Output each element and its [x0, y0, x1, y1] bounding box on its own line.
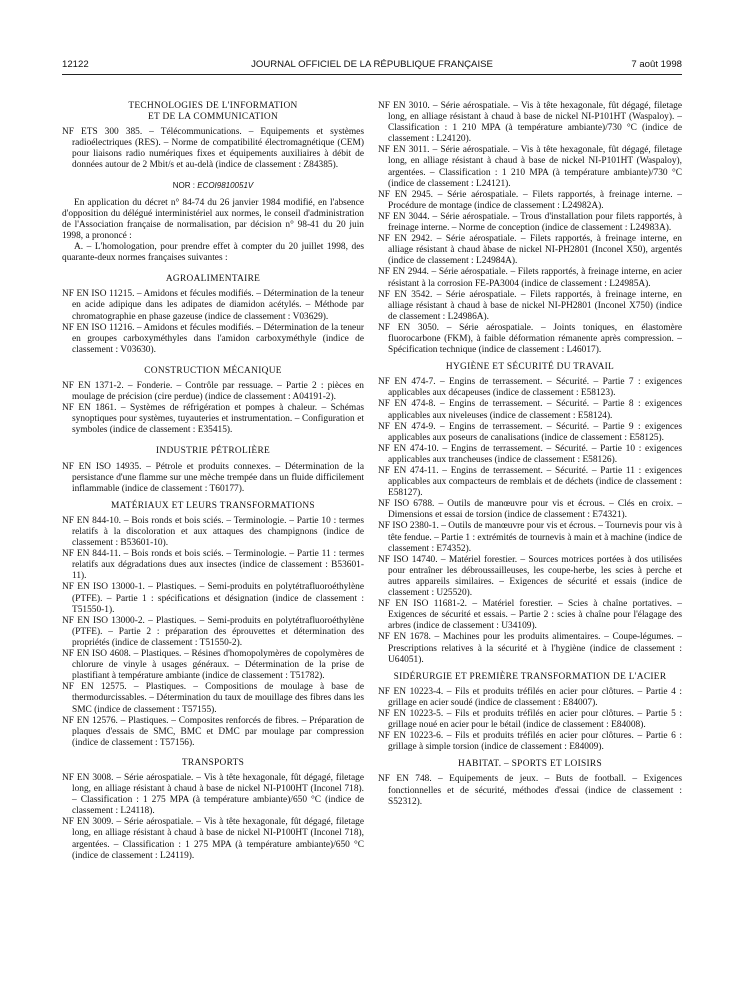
standard-entry: NF EN 2942. – Série aérospatiale. – Filets rapportés, à freinage interne, en alliage résistant à chaud àbase de nickel NI-PH2801 (Inconel X50), argentés (indice de classement : L24984A).	[378, 234, 682, 267]
section-heading-line: ET DE LA COMMUNICATION	[147, 112, 279, 123]
standard-entry: NF EN 1678. – Machines pour les produits alimentaires. – Coupe-légumes. – Prescriptions relatives à la sécurité et à l'hygiène (indice de classement : U64051).	[378, 632, 682, 665]
intro-paragraph: En application du décret n° 84-74 du 26 janvier 1984 modifié, en l'absence d'opposition du délégué interministériel aux normes, le conseil d'administration de l'Association française de normalisation, par décision n° 98-41 du 20 juin 1998, a prononcé :	[62, 197, 364, 241]
nor-reference	[62, 180, 364, 191]
standard-entry: NF EN 474-8. – Engins de terrassement. – Sécurité. – Partie 8 : exigences applicables aux niveleuses (indice de classement : E58124).	[378, 399, 682, 421]
section-heading: MATÉRIAUX ET LEURS TRANSFORMATIONS	[111, 500, 315, 511]
standard-entry: NF EN 3011. – Série aérospatiale. – Vis à tête hexagonale, fût dégagé, filetage long, en alliage résistant à chaud à base de nickel NI-P101HT (Waspaloy), argentées. – Classification : 1 210 MPA (à température ambiante)/730 °C (indice de classement : L24121).	[378, 145, 682, 189]
standard-entry: NF EN 3009. – Série aérospatiale. – Vis à tête hexagonale, fût dégagé, filetage long, en alliage résistant à chaud à base de nickel NI-P100HT (Inconel 718), argentées. – Classification : 1 275 MPA (à température ambiante)/650 °C (indice de classement : L24119).	[62, 817, 364, 861]
standard-entry: NF EN 474-7. – Engins de terrassement. – Sécurité. – Partie 7 : exigences applicables aux décapeuses (indice de classement : E58123).	[378, 377, 682, 399]
nor-label: NOR :	[172, 180, 195, 190]
journal-title: JOURNAL OFFICIEL DE LA RÉPUBLIQUE FRANÇAISE	[251, 59, 493, 70]
publication-date: 7 août 1998	[631, 59, 682, 70]
page-number: 12122	[62, 59, 89, 70]
standard-entry: NF EN ISO 13000-2. – Plastiques. – Semi-produits en polytétrafluoroéthylène (PTFE). – Partie 2 : préparation des éprouvettes et détermination des propriétés (indice de classement : T51550-2).	[62, 615, 364, 648]
standard-entry: NF EN 474-9. – Engins de terrassement. – Sécurité. – Partie 9 : exigences applicables aux poseurs de canalisations (indice de classement : E58125).	[378, 421, 682, 443]
standard-entry: NF ISO 14740. – Matériel forestier. – Sources motrices portées à dos utilisées pour entraîner les débroussailleuses, les coupe-herbe, les scies à perche et autres appareils similaires. – Exigences de sécurité et essais (indice de classement : U25520).	[378, 554, 682, 599]
standard-entry: NF EN 844-11. – Bois ronds et bois sciés. – Terminologie. – Partie 11 : termes relatifs aux dégradations dues aux insectes (indice de classement : B53601-11).	[62, 549, 364, 582]
standard-entry: NF EN 3050. – Série aérospatiale. – Joints toniques, en élastomère fluorocarbone (FKM), à faible déformation rémanente après compression. – Spécification technique (indice de classement : L46017).	[378, 322, 682, 356]
standard-entry: NF EN 10223-5. – Fils et produits tréfilés en acier pour clôtures. – Partie 5 : grillage noué en acier pour le bétail (indice de classement : E84008).	[378, 708, 682, 731]
nor-code: ECOI9810051V	[197, 180, 254, 190]
standard-entry: NF EN ISO 11216. – Amidons et fécules modifiés. – Détermination de la teneur en groupes carboxyméthyles dans l'amidon carboxyméthyle (indice de classement : V03630).	[62, 322, 364, 355]
section-heading: TRANSPORTS	[181, 757, 245, 768]
standard-entry: NF ISO 6788. – Outils de manœuvre pour vis et écrous. – Clés en croix. – Dimensions et essai de torsion (indice de classement : E74321).	[378, 499, 682, 521]
standard-entry: NF ISO 2380-1. – Outils de manœuvre pour vis et écrous. – Tournevis pour vis à tête fendue. – Partie 1 : extrémités de tournevis à main et à machine (indice de classement : E74352).	[378, 521, 682, 554]
standard-entry: NF EN 2944. – Série aérospatiale. – Filets rapportés, à freinage interne, en acier résistant à la corrosion FE-PA3004 (indice de classement : L24985A).	[378, 267, 682, 289]
standard-entry: NF EN 3044. – Série aérospatiale. – Trous d'installation pour filets rapportés, à freinage interne. – Norme de conception (indice de classement : L24983A).	[378, 211, 682, 234]
standard-entry: NF EN 1371-2. – Fonderie. – Contrôle par ressuage. – Partie 2 : pièces en moulage de précision (cire perdue) (indice de classement : A04191-2).	[62, 380, 364, 403]
intro-paragraph-a: A. – L'homologation, pour prendre effet à compter du 20 juillet 1998, des quarante-deux normes françaises suivantes :	[62, 242, 364, 264]
standard-entry: NF ETS 300 385. – Télécommunications. – Equipements et systèmes radioélectriques (RES). – Norme de compatibilité électromagnétique (CEM) pour liaisons radio numériques fixes et équipements auxiliaires à débit de données autour de 2 Mbit/s et au-delà (indice de classement : Z84385).	[62, 127, 364, 171]
standard-entry: NF EN 844-10. – Bois ronds et bois sciés. – Terminologie. – Partie 10 : termes relatifs à la discoloration et aux attaques des champignons (indice de classement : B53601-10).	[62, 515, 364, 549]
standard-entry: NF EN ISO 11681-2. – Matériel forestier. – Scies à chaîne portatives. – Exigences de sécurité et essais. – Partie 2 : scies à chaîne pour l'élagage des arbres (indice de classement : U34109).	[378, 599, 682, 632]
standard-entry: NF EN 10223-4. – Fils et produits tréfilés en acier pour clôtures. – Partie 4 : grillage en acier soudé (indice de classement : E84007).	[378, 686, 682, 708]
section-heading: SIDÉRURGIE ET PREMIÈRE TRANSFORMATION DE L'ACIER	[393, 671, 667, 682]
section-heading: CONSTRUCTION MÉCANIQUE	[144, 365, 282, 376]
standard-entry: NF EN 2945. – Série aérospatiale. – Filets rapportés, à freinage interne. – Procédure de montage (indice de classement : L24982A).	[378, 189, 682, 211]
section-heading: HABITAT. – SPORTS ET LOISIRS	[458, 759, 602, 770]
section-heading: AGROALIMENTAIRE	[165, 274, 261, 285]
standard-entry: NF EN 10223-6. – Fils et produits tréfilés en acier pour clôtures. – Partie 6 : grillage à simple torsion (indice de classement : E84009).	[378, 731, 682, 753]
right-column	[378, 101, 682, 808]
standard-entry: NF EN 3008. – Série aérospatiale. – Vis à tête hexagonale, fût dégagé, filetage long, en alliage résistant à chaud à base de nickel NI-P100HT (Inconel 718). – Classification : 1 275 MPA (à température ambiante)/650 °C (indice de classement : L24118).	[62, 772, 364, 817]
section-heading: HYGIÈNE ET SÉCURITÉ DU TRAVAIL	[445, 362, 615, 373]
header-rule	[62, 74, 682, 75]
left-column	[62, 101, 364, 862]
standard-entry: NF EN 474-11. – Engins de terrassement. – Sécurité. – Partie 11 : exigences applicables aux compacteurs de remblais et de déchets (indice de classement : E58127).	[378, 466, 682, 499]
standard-entry: NF EN 12576. – Plastiques. – Composites renforcés de fibres. – Préparation de plaques d'essais de SMC, BMC et DMC par moulage par compression (indice de classement : T57156).	[62, 715, 364, 748]
standard-entry: NF EN 748. – Equipements de jeux. – Buts de football. – Exigences fonctionnelles et de sécurité, méthodes d'essai (indice de classement : S52312).	[378, 774, 682, 807]
standard-entry: NF EN 12575. – Plastiques. – Compositions de moulage à base de thermodurcissables. – Détermination du taux de mouillage des fibres dans les SMC (indice de classement : T57155).	[62, 682, 364, 715]
standard-entry: NF EN 474-10. – Engins de terrassement. – Sécurité. – Partie 10 : exigences applicables aux trancheuses (indice de classement : E58126).	[378, 443, 682, 465]
standard-entry: NF EN ISO 11215. – Amidons et fécules modifiés. – Détermination de la teneur en acide adipique dans les adipates de diamidon acétylés. – Méthode par chromatographie en phase gazeuse (indice de classement : V03629).	[62, 289, 364, 322]
standard-entry: NF EN 3542. – Série aérospatiale. – Filets rapportés, à freinage interne, en alliage résistant à chaud à base de nickel NI-PH2801 (Inconel X750) (indice de classement : L24986A).	[378, 289, 682, 322]
standard-entry: NF EN 1861. – Systèmes de réfrigération et pompes à chaleur. – Schémas synoptiques pour systèmes, tuyauteries et instrumentation. – Configuration et symboles (indice de classement : E35415).	[62, 403, 364, 436]
standard-entry: NF EN ISO 14935. – Pétrole et produits connexes. – Détermination de la persistance d'une flamme sur une mèche trempée dans un fluide difficilement inflammable (indice de classement : T60177).	[62, 461, 364, 494]
page-header	[62, 59, 682, 73]
standard-entry: NF EN 3010. – Série aérospatiale. – Vis à tête hexagonale, fût dégagé, filetage long, en alliage résistant à chaud à base de nickel NI-P101HT (Waspaloy). – Classification : 1 210 MPA (à température ambiante)/730 °C (indice de classement : L24120).	[378, 101, 682, 145]
section-heading: INDUSTRIE PÉTROLIÈRE	[155, 446, 271, 457]
standard-entry: NF EN ISO 13000-1. – Plastiques. – Semi-produits en polytétrafluoroéthylène (PTFE). – Partie 1 : spécifications et désignation (indice de classement : T51550-1).	[62, 582, 364, 615]
standard-entry: NF EN ISO 4608. – Plastiques. – Résines d'homopolymères de copolymères de chlorure de vinyle à usages généraux. – Détermination de la prise de plastifiant à température ambiante (indice de classement : T51782).	[62, 649, 364, 682]
section-heading-line: TECHNOLOGIES DE L'INFORMATION	[128, 101, 298, 111]
section-heading	[62, 101, 364, 123]
